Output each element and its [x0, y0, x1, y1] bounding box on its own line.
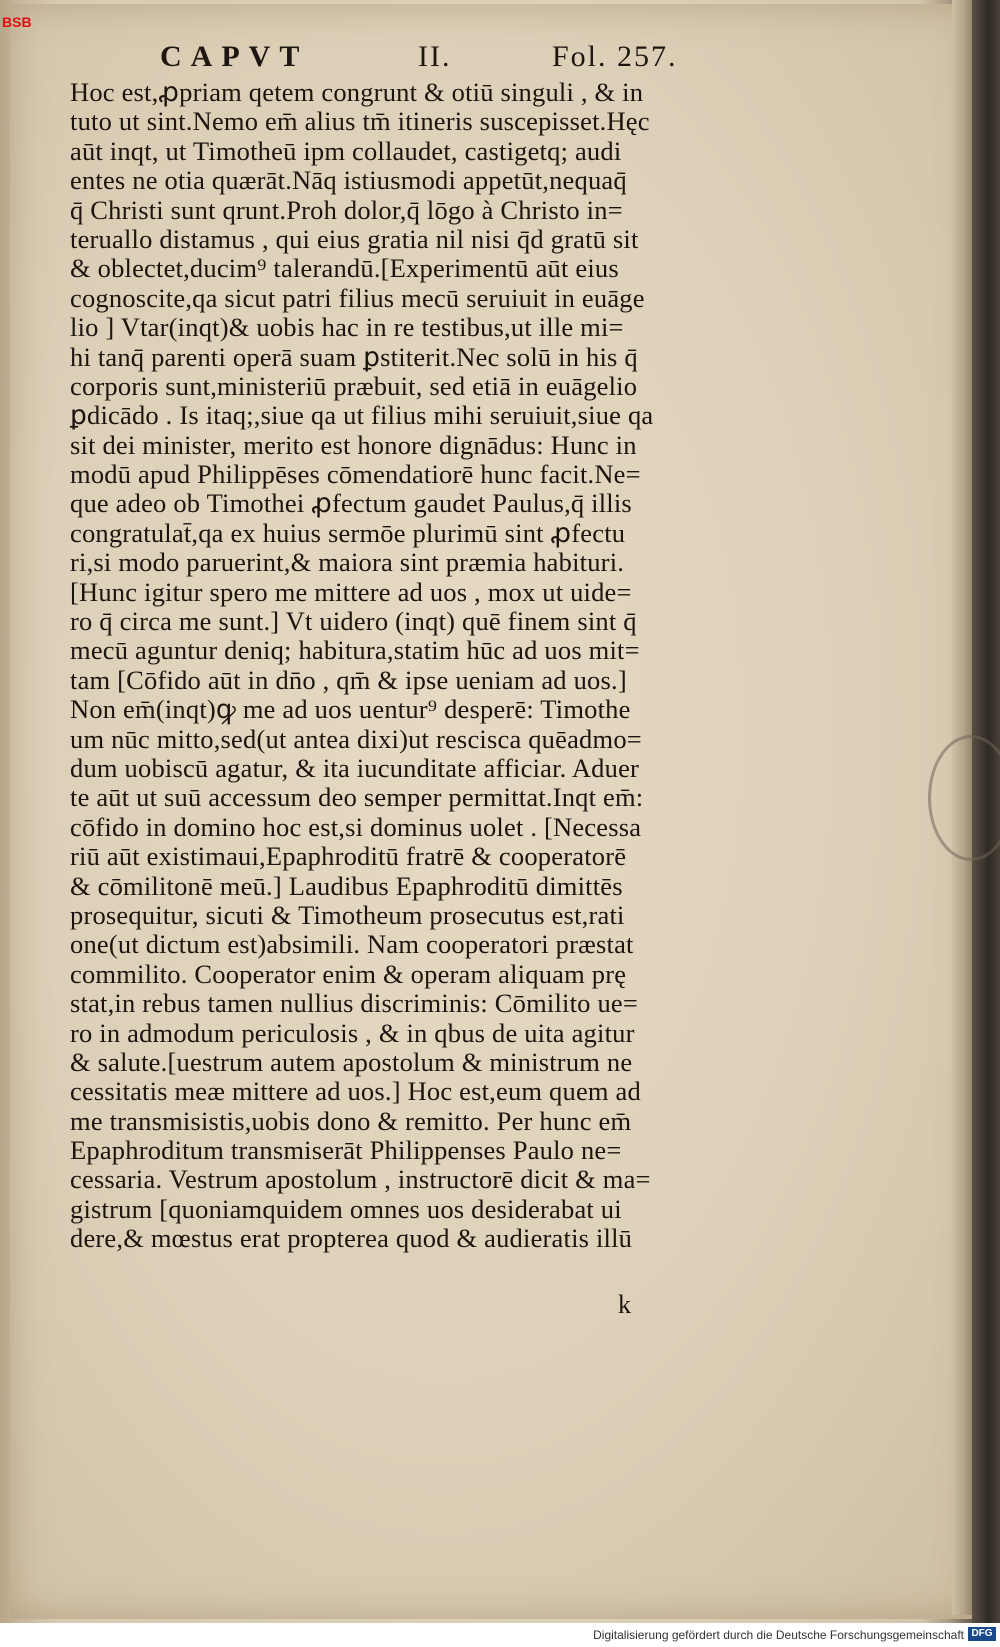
catchword: k [618, 1290, 631, 1319]
text-line: Non em̄(inqt)ꝙ me ad uos uentur⁹ desperē: Timothe [70, 694, 631, 725]
text-line: dum uobiscū agatur, & ita iucunditate afficiar. Aduer [70, 752, 640, 783]
text-line: cessaria. Vestrum apostolum , instructorē dicit & ma= [70, 1164, 651, 1195]
text-line: sit dei minister, merito est honore dignādus: Hunc in [70, 429, 637, 460]
text-line: ro q̄ circa me sunt.] Vt uidero (inqt) quē finem sint q̄ [70, 606, 637, 637]
header-chapter-number: II. [418, 40, 452, 73]
text-line: tuto ut sint.Nemo em̄ alius tm̄ itineris suscepisset.Hęc [70, 106, 650, 137]
text-line: me transmisistis,uobis dono & remitto. Per hunc em̄ [70, 1105, 632, 1136]
text-line: dere,& mœstus erat propterea quod & audieratis illū [70, 1223, 633, 1254]
text-line: cessitatis meæ mittere ad uos.] Hoc est,eum quem ad [70, 1076, 641, 1107]
footer-credit: Digitalisierung gefördert durch die Deutsche Forschungsgemeinschaft [593, 1628, 964, 1642]
text-line: riū aūt existimaui,Epaphroditū fratrē & cooperatorē [70, 841, 627, 872]
text-line: stat,in rebus tamen nullius discriminis: Cōmilito ue= [70, 988, 639, 1019]
text-line: ro in admodum periculosis , & in qbus de uita agitur [70, 1017, 635, 1048]
text-line: tam [Cōfido aūt in dn̄o , qm̄ & ipse ueniam ad uos.] [70, 664, 627, 695]
text-line: gistrum [quoniamquidem omnes uos desiderabat ui [70, 1193, 622, 1224]
bsb-watermark: BSB [2, 14, 32, 30]
text-line: & salute.[uestrum autem apostolum & ministrum ne [70, 1046, 633, 1077]
text-line: mecū aguntur deniq; habitura,statim hūc ad uos mit= [70, 635, 640, 666]
text-line: Hoc est,ꝓpriam qetem congrunt & otiū singuli , & in [70, 77, 644, 107]
text-line: commilito. Cooperator enim & operam aliquam prę [70, 958, 627, 989]
running-header [160, 40, 720, 80]
text-line: cōfido in domino hoc est,si dominus uolet . [Necessa [70, 811, 642, 842]
text-line: congratulat̄,qa ex huius sermōe plurimū sint ꝓfectu [70, 517, 626, 548]
text-line: [Hunc igitur spero me mittere ad uos , mox ut uide= [70, 576, 632, 607]
text-line: one(ut dictum est)absimili. Nam cooperatori præstat [70, 929, 634, 960]
text-block [70, 78, 770, 1254]
text-line: lio ] Vtar(inqt)& uobis hac in re testibus,ut ille mi= [70, 312, 624, 343]
text-line: teruallo distamus , qui eius gratia nil nisi q̄d gratū sit [70, 223, 639, 254]
text-line: entes ne otia quærāt.Nāq istiusmodi appetūt,nequaq̄ [70, 165, 627, 196]
text-line: te aūt ut suū accessum deo semper permittat.Inqt em̄: [70, 782, 644, 813]
text-line: hi tanq̄ parenti operā suam ꝑstiterit.Nec solū in his q̄ [70, 341, 638, 372]
text-line: modū apud Philippēses cōmendatiorē hunc facit.Ne= [70, 459, 641, 490]
text-line: que adeo ob Timothei ꝓfectum gaudet Paulus,q̄ illis [70, 488, 632, 519]
text-line: cognoscite,qa sicut patri filius mecū seruiuit in euāge [70, 282, 645, 313]
text-line: prosequitur, sicuti & Timotheum prosecutus est,rati [70, 899, 625, 930]
text-line: Epaphroditum transmiserāt Philippenses Paulo ne= [70, 1135, 622, 1166]
text-line: & oblectet,ducim⁹ talerandū.[Experimentū aūt eius [70, 253, 619, 284]
text-line: & cōmilitonē meū.] Laudibus Epaphroditū dimittēs [70, 870, 623, 901]
text-line: ri,si modo paruerint,& maiora sint præmia habituri. [70, 547, 625, 578]
header-folio: Fol. 257. [552, 40, 678, 73]
footer-bar [0, 1623, 1000, 1647]
text-line: um nūc mitto,sed(ut antea dixi)ut rescisca quēadmo= [70, 723, 642, 754]
text-line: q̄ Christi sunt qrunt.Proh dolor,q̄ lōgo à Christo in= [70, 194, 623, 225]
text-line: corporis sunt,ministeriū præbuit, sed etiā in euāgelio [70, 370, 638, 401]
dfg-logo: DFG [968, 1627, 996, 1641]
text-line: ꝑdicādo . Is itaq;,siue qa ut filius mihi seruiuit,siue qa [70, 400, 654, 431]
text-line: aūt inqt, ut Timotheū ipm collaudet, castigetq; audi [70, 135, 622, 166]
header-caput: CAPVT [160, 40, 309, 73]
